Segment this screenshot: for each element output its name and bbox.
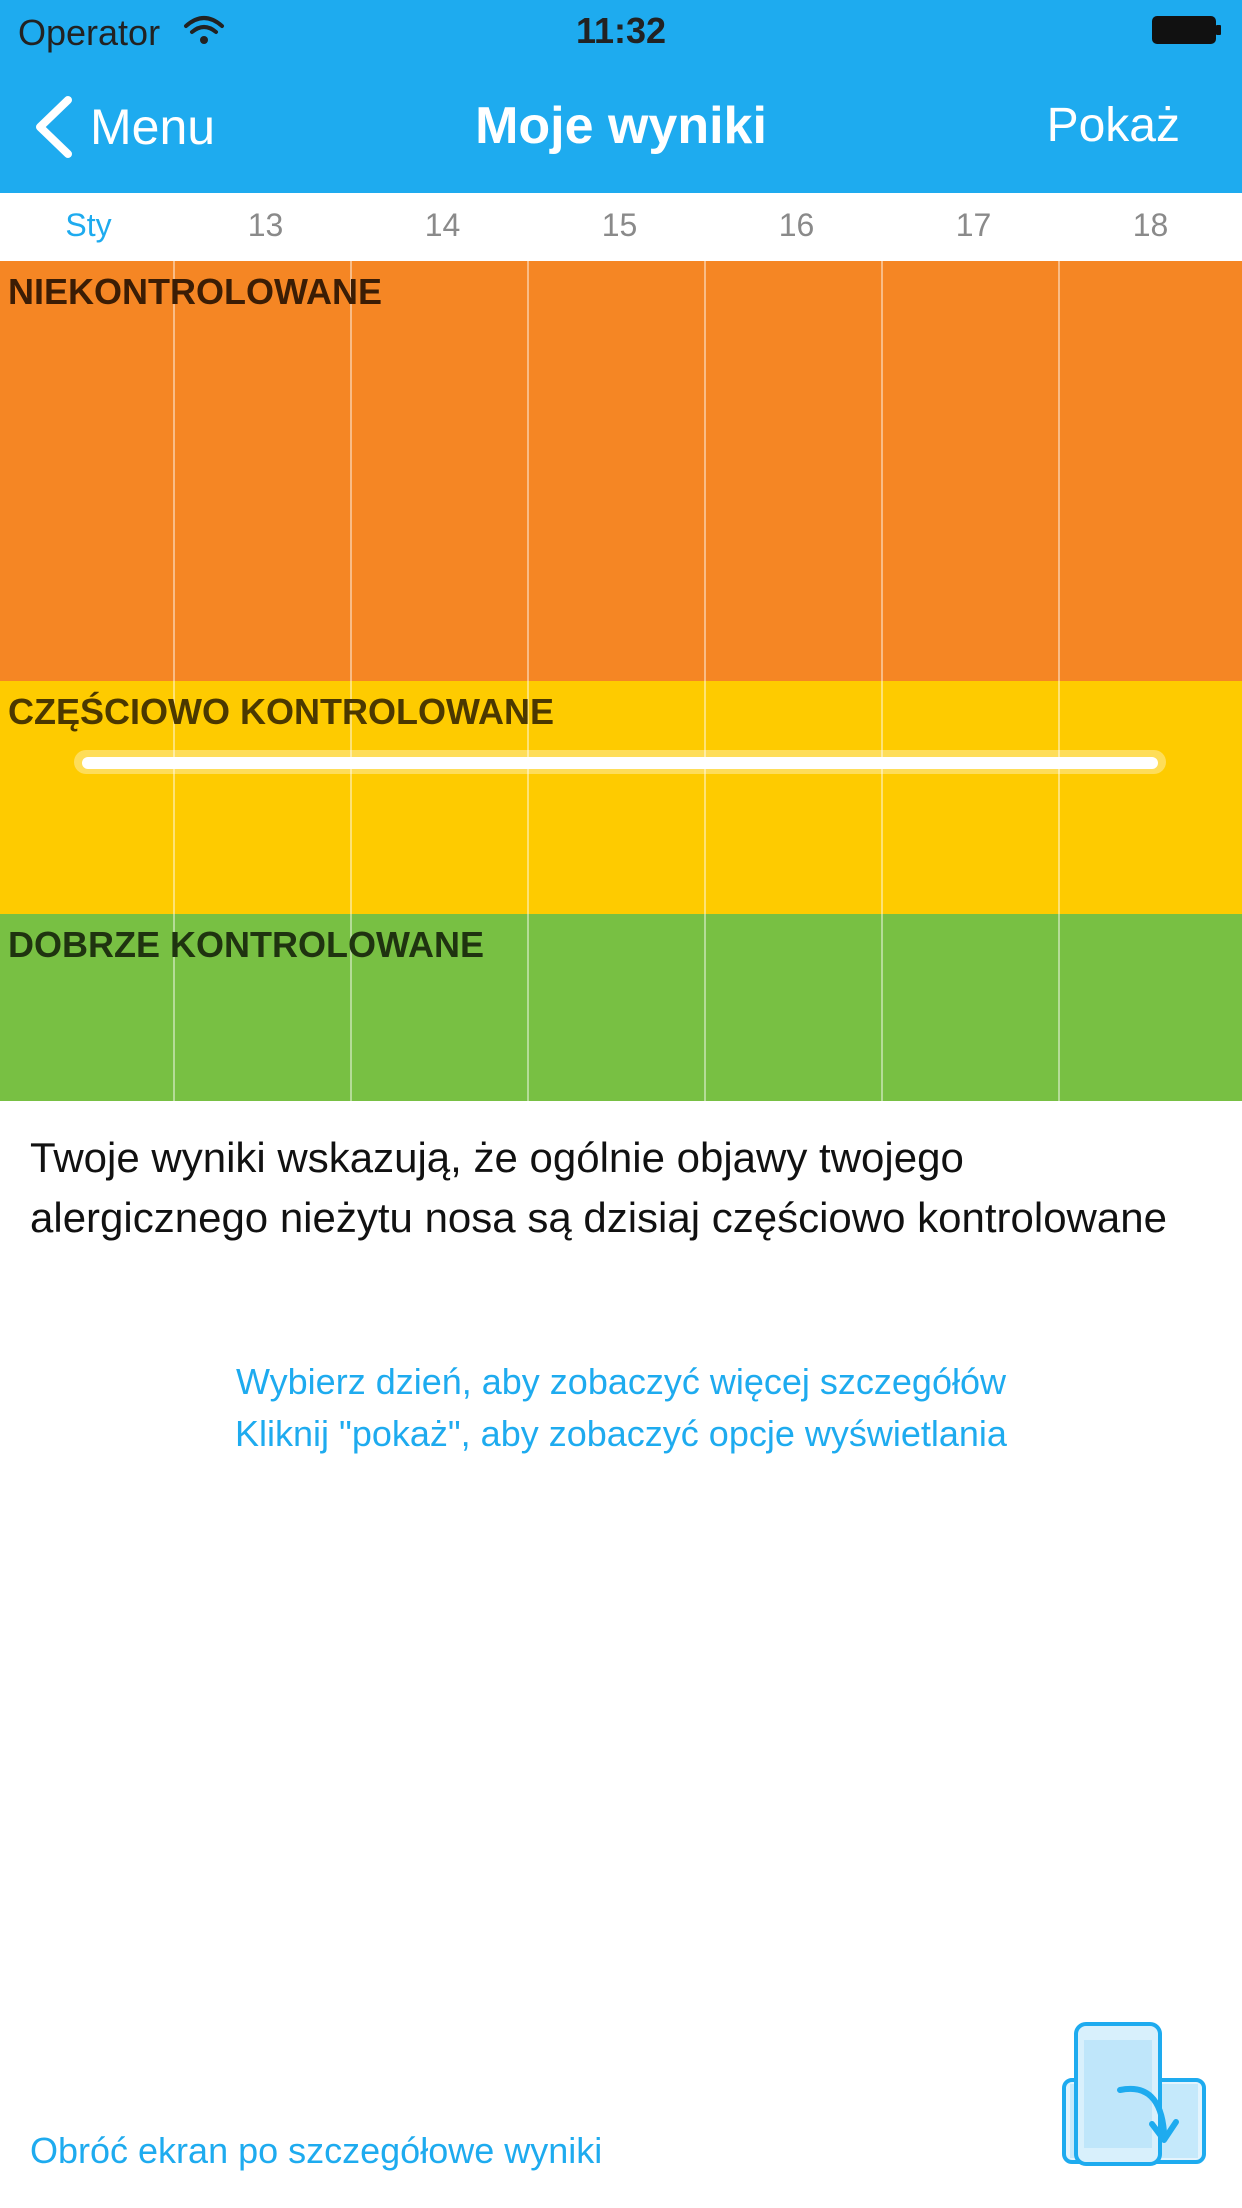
- result-line: [82, 757, 1158, 769]
- band-label-well-controlled: DOBRZE KONTROLOWANE: [8, 924, 484, 965]
- hint-show-options: Kliknij "pokaż", aby zobaczyć opcje wyświetlania: [235, 1413, 1007, 1454]
- results-chart[interactable]: [0, 261, 1242, 1101]
- hint-text: [0, 1356, 1242, 1460]
- date-label-2[interactable]: 14: [424, 207, 461, 243]
- band-label-uncontrolled: NIEKONTROLOWANE: [8, 271, 382, 312]
- date-label-3[interactable]: 15: [601, 207, 638, 243]
- rotate-device-icon[interactable]: [1060, 2020, 1220, 2170]
- show-button[interactable]: Pokaż: [1046, 99, 1180, 152]
- date-label-4[interactable]: 16: [778, 207, 815, 243]
- day-gridline: [350, 261, 352, 1101]
- day-gridline: [527, 261, 529, 1101]
- status-carrier: Operator: [18, 12, 161, 53]
- band-label-partially-controlled: CZĘŚCIOWO KONTROLOWANE: [8, 691, 554, 732]
- date-label-0[interactable]: Sty: [65, 207, 112, 243]
- day-gridline: [173, 261, 175, 1101]
- page-title: Moje wyniki: [475, 97, 767, 155]
- status-time: 11:32: [575, 10, 667, 51]
- battery-icon: [1152, 16, 1222, 44]
- date-label-5[interactable]: 17: [955, 207, 992, 243]
- date-label-6[interactable]: 18: [1132, 207, 1169, 243]
- day-gridline: [881, 261, 883, 1101]
- back-label: Menu: [90, 99, 216, 155]
- date-strip: [0, 193, 1242, 261]
- day-gridline: [704, 261, 706, 1101]
- band-uncontrolled: [0, 261, 1242, 681]
- header: [0, 0, 1242, 193]
- results-summary: Twoje wyniki wskazują, że ogólnie objawy twojego alergicznego nieżytu nosa są dzisiaj częściowo kontrolowane: [30, 1134, 1167, 1241]
- date-label-1[interactable]: 13: [247, 207, 284, 243]
- hint-select-day: Wybierz dzień, aby zobaczyć więcej szczegółów: [236, 1361, 1006, 1402]
- day-gridline: [1058, 261, 1060, 1101]
- rotate-screen-link[interactable]: Obróć ekran po szczegółowe wyniki: [30, 2130, 603, 2171]
